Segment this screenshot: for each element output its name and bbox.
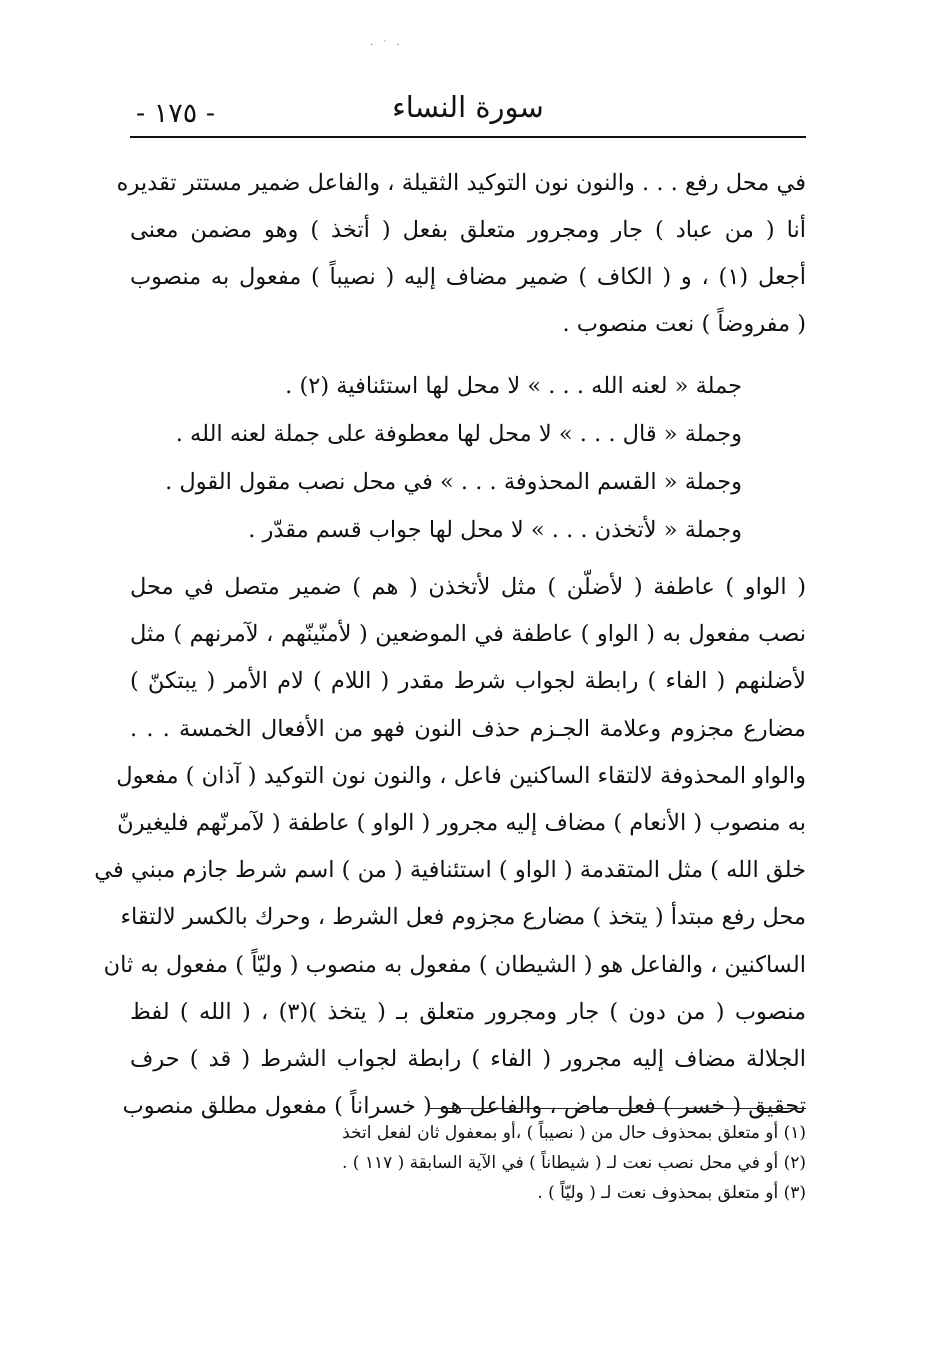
text-line: أنا ( من عباد ) جار ومجرور متعلق بفعل ( أتخذ ) وهو مضمن معنى	[130, 217, 806, 243]
scan-speck: · ˙ ·	[370, 40, 403, 51]
text-line: تحقيق ( خسر ) فعل ماض ، والفاعل هو ( خسراناً ) مفعول مطلق منصوب	[122, 1093, 806, 1120]
text-line: أجعل (١) ، و ( الكاف ) ضمير مضاف إليه ( نصيباً ) مفعول به منصوب	[130, 264, 806, 290]
surah-title: سورة النساء	[392, 90, 544, 124]
text-line: والواو المحذوفة لالتقاء الساكنين فاعل ، والنون نون التوكيد ( آذان ) مفعول	[116, 762, 806, 789]
text-line: لأضلنهم ( الفاء ) رابطة لجواب شرط مقدر ( اللام ) لام الأمر ( يبتكنّ )	[130, 668, 806, 695]
footnotes	[130, 1118, 806, 1208]
text-line: خلق الله ) مثل المتقدمة ( الواو ) استئنافية ( من ) اسم شرط جازم مبني في	[94, 857, 806, 884]
page-number: - ١٧٥ -	[136, 98, 215, 129]
text-line: مضارع مجزوم وعلامة الجـزم حذف النون فهو من الأفعال الخمسة . . .	[130, 715, 806, 742]
text-line: في محل رفع . . . والنون نون التوكيد الثقيلة ، والفاعل ضمير مستتر تقديره	[116, 170, 806, 196]
sentence-item: وجملة « لأتخذن . . . » لا محل لها جواب قسم مقدّر .	[248, 517, 742, 543]
sentences-list	[130, 362, 806, 554]
text-line: الجلالة مضاف إليه مجرور ( الفاء ) رابطة لجواب الشرط ( قد ) حرف	[130, 1045, 806, 1072]
paragraph-analysis	[94, 564, 806, 1130]
text-line: به منصوب ( الأنعام ) مضاف إليه مجرور ( الواو ) عاطفة ( لآمرنّهم فليغيرنّ	[117, 809, 806, 836]
sentence-item: وجملة « قال . . . » لا محل لها معطوفة على جملة لعنه الله .	[175, 421, 742, 447]
page-header	[130, 84, 806, 136]
header-rule	[130, 136, 806, 138]
text-line: محل رفع مبتدأ ( يتخذ ) مضارع مجزوم فعل الشرط ، وحرك بالكسر لالتقاء	[120, 904, 806, 931]
text-line: الساكنين ، والفاعل هو ( الشيطان ) مفعول به منصوب ( وليّاً ) مفعول به ثان	[103, 951, 806, 978]
footnote-item: (١) أو متعلق بمحذوف حال من ( نصيباً ) ،أو بمعفول ثان لفعل اتخذ	[342, 1123, 806, 1143]
footnote-item: (٢) أو في محل نصب نعت لـ ( شيطاناً ) في الآية السابقة ( ١١٧ ) .	[341, 1153, 806, 1173]
paragraph-intro	[116, 160, 806, 348]
footnote-separator	[430, 1108, 806, 1109]
footnote-item: (٣) أو متعلق بمحذوف نعت لـ ( وليّاً ) .	[537, 1183, 806, 1203]
main-text	[94, 160, 806, 1130]
text-line: ( مفروضاً ) نعت منصوب .	[562, 311, 806, 337]
text-line: منصوب ( من دون ) جار ومجرور متعلق بـ ( يتخذ )(٣) ، ( الله ) لفظ	[130, 998, 806, 1025]
sentence-item: وجملة « القسم المحذوفة . . . » في محل نصب مقول القول .	[165, 469, 742, 495]
sentence-item: جملة « لعنه الله . . . » لا محل لها استئنافية (٢) .	[285, 373, 742, 399]
text-line: ( الواو ) عاطفة ( لأضلّن ) مثل لأتخذن ( هم ) ضمير متصل في محل	[130, 574, 806, 600]
text-line: نصب مفعول به ( الواو ) عاطفة في الموضعين ( لأمنّينّهم ، لآمرنهم ) مثل	[130, 621, 806, 648]
